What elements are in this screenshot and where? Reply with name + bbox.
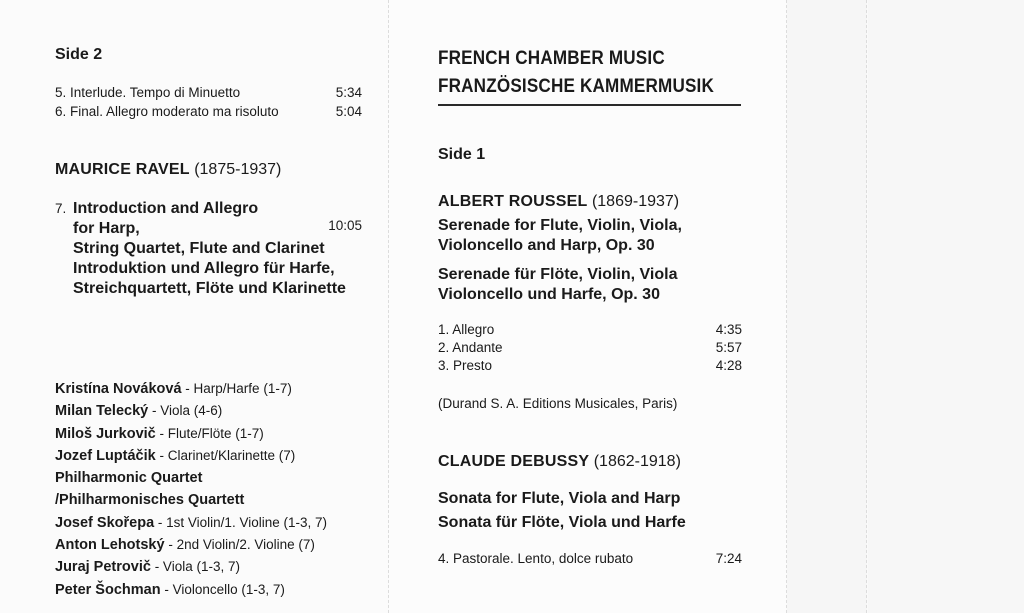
performer-role: - Harp/Harfe (1-7): [185, 381, 292, 396]
composer-dates: (1869-1937): [591, 193, 680, 210]
performer-role: - 2nd Violin/2. Violine (7): [168, 537, 315, 553]
work-title-line: String Quartet, Flute and Clarinet: [73, 240, 325, 257]
composer-name: CLAUDE DEBUSSY: [438, 453, 590, 470]
title-line-de: FRANZÖSISCHE KAMMERMUSIK: [438, 76, 715, 97]
right-flap-panel: [868, 0, 1024, 613]
track-duration: 7:24: [715, 551, 742, 566]
performer-name: Milan Telecký: [55, 403, 149, 420]
performer-name: Philharmonic Quartet: [55, 470, 203, 487]
ravel-work-titles: [73, 199, 346, 299]
fold-line: [866, 0, 867, 613]
track-label: 1. Allegro: [438, 322, 495, 337]
publisher-note: (Durand S. A. Editions Musicales, Paris): [438, 396, 678, 411]
side-1-heading: Side 1: [438, 146, 486, 163]
work-title-line: Introduktion und Allegro für Harfe,: [73, 260, 335, 277]
composer-name: MAURICE RAVEL: [55, 161, 190, 178]
title-underline: [438, 104, 741, 106]
performer-name: Miloš Jurkovič: [55, 425, 156, 442]
performer: [55, 556, 327, 578]
title-line-en: FRENCH CHAMBER MUSIC: [438, 48, 665, 69]
performer: [55, 423, 327, 445]
performer-role: - 1st Violin/1. Violine (1-3, 7): [157, 514, 327, 530]
fold-line: [786, 0, 787, 613]
work-title-line: for Harp,: [73, 220, 140, 237]
album-title: [438, 45, 714, 101]
performer-name: Josef Skořepa: [55, 514, 155, 531]
roussel-work-en: [438, 216, 682, 256]
performer: [55, 512, 327, 534]
performer: [55, 400, 327, 422]
work-title-line: Violoncello and Harp, Op. 30: [438, 237, 655, 254]
track-label: 6. Final. Allegro moderato ma risoluto: [55, 104, 279, 119]
composer-ravel: [55, 161, 281, 179]
track-label: 3. Presto: [438, 358, 493, 373]
composer-debussy: [438, 453, 681, 471]
track-duration: 5:34: [335, 85, 362, 100]
performer: [55, 489, 327, 511]
roussel-work-de: [438, 265, 677, 305]
performer: [55, 378, 327, 400]
performer-name: Juraj Petrovič: [55, 559, 151, 576]
work-title-line: Serenade für Flöte, Violin, Viola: [438, 266, 678, 283]
debussy-work-en: Sonata for Flute, Viola and Harp: [438, 490, 681, 507]
work-title-line: Streichquartett, Flöte und Klarinette: [73, 280, 346, 297]
composer-name: ALBERT ROUSSEL: [438, 193, 588, 210]
performer-name: Peter Šochman: [55, 581, 161, 598]
work-number: 7.: [55, 201, 67, 216]
composer-dates: (1862-1918): [593, 453, 681, 470]
composer-dates: (1875-1937): [194, 161, 282, 178]
performer: [55, 534, 327, 556]
track-duration: 4:35: [715, 322, 742, 337]
track-label: 5. Interlude. Tempo di Minuetto: [55, 85, 241, 100]
work-title-line: Introduction and Allegro: [73, 200, 259, 217]
work-title-line: Serenade for Flute, Violin, Viola,: [438, 217, 682, 234]
performer-name: Kristína Nováková: [55, 381, 182, 397]
debussy-work-de: Sonata für Flöte, Viola und Harfe: [438, 514, 686, 531]
track-duration: 10:05: [328, 218, 362, 233]
track-duration: 5:04: [335, 104, 362, 119]
performer-role: - Flute/Flöte (1-7): [159, 425, 264, 441]
side-2-heading: Side 2: [55, 46, 103, 63]
track-label: 2. Andante: [438, 340, 503, 355]
performer-name: /Philharmonisches Quartett: [55, 492, 245, 509]
composer-roussel: [438, 193, 679, 211]
performer-role: - Violoncello (1-3, 7): [164, 581, 285, 597]
fold-line: [388, 0, 389, 613]
performers-list: [55, 378, 327, 601]
performer-role: - Clarinet/Klarinette (7): [159, 447, 296, 463]
performer-role: - Viola (1-3, 7): [154, 559, 240, 575]
performer: [55, 445, 327, 467]
performer-name: Jozef Luptáčik: [55, 447, 156, 464]
performer: [55, 579, 327, 601]
performer-name: Anton Lehotský: [55, 537, 165, 554]
performer-role: - Viola (4-6): [151, 403, 223, 419]
track-label: 4. Pastorale. Lento, dolce rubato: [438, 551, 634, 566]
track-duration: 5:57: [715, 340, 742, 355]
work-title-line: Violoncello und Harfe, Op. 30: [438, 286, 660, 303]
spine-panel: [787, 0, 867, 613]
performer: [55, 467, 327, 489]
track-duration: 4:28: [715, 358, 742, 373]
